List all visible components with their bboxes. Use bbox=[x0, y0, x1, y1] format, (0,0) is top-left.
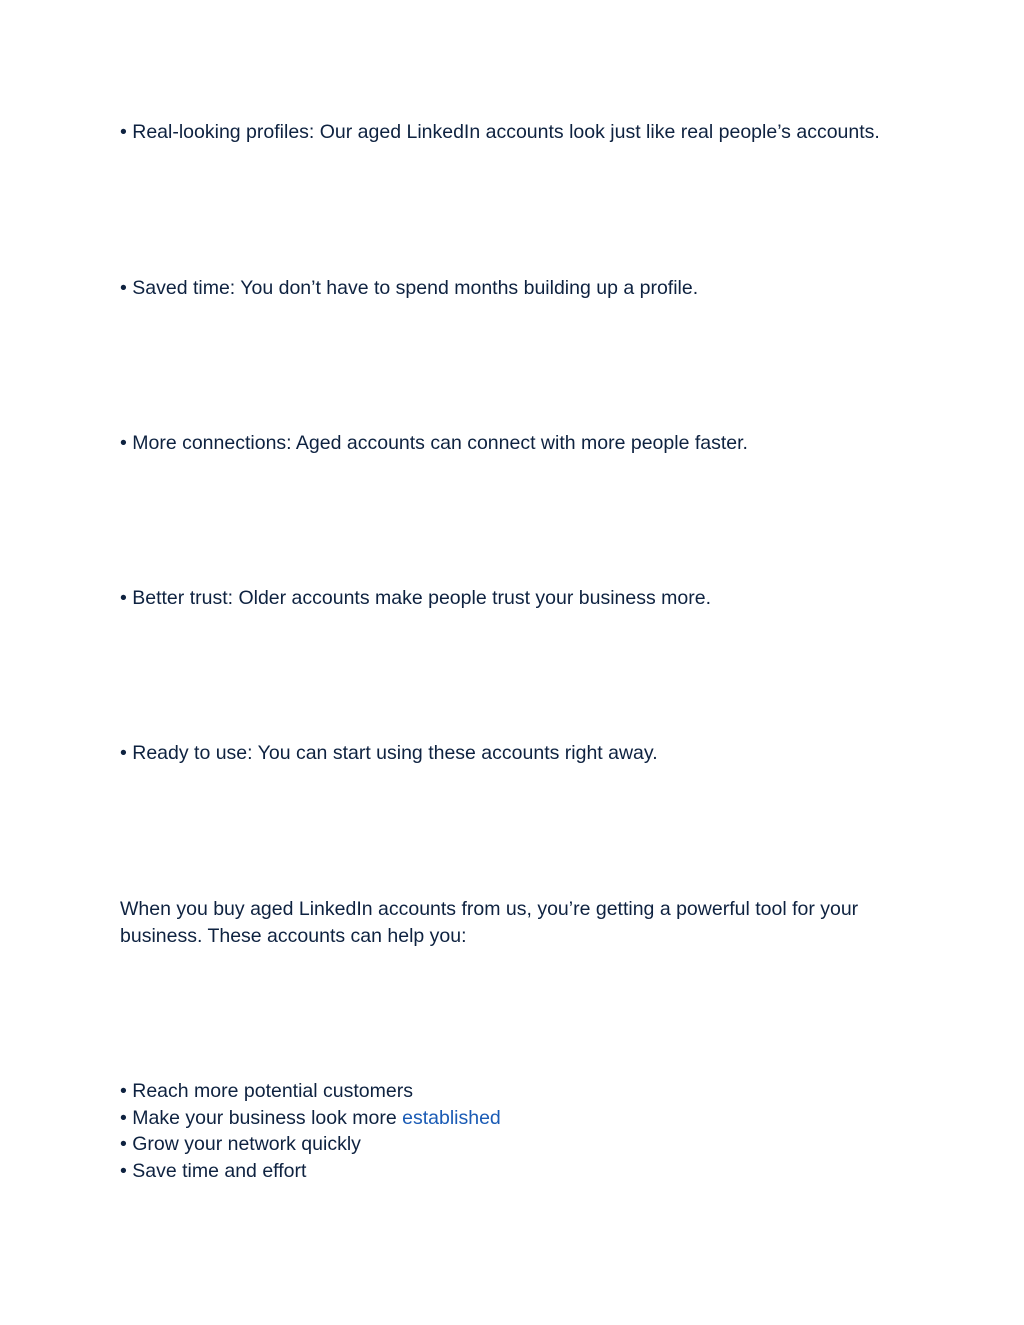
list-item: • Reach more potential customers bbox=[120, 1080, 413, 1102]
list-item: • Save time and effort bbox=[120, 1159, 307, 1182]
benefit-better-trust: • Better trust: Older accounts make people trust your business more. bbox=[120, 587, 712, 609]
list-item-text: • Make your business look more bbox=[120, 1106, 403, 1129]
benefit-real-looking-profiles: • Real-looking profiles: Our aged LinkedIn accounts look just like real people’s accounts. bbox=[120, 121, 880, 143]
help-list bbox=[120, 1078, 501, 1184]
list-item: • Grow your network quickly bbox=[120, 1133, 361, 1155]
benefit-saved-time: • Saved time: You don’t have to spend months building up a profile. bbox=[120, 277, 699, 299]
benefit-ready-to-use: • Ready to use: You can start using these accounts right away. bbox=[120, 742, 658, 764]
benefit-more-connections: • More connections: Aged accounts can connect with more people faster. bbox=[120, 432, 748, 454]
intro-paragraph: When you buy aged LinkedIn accounts from us, you’re getting a powerful tool for your business. These accounts can help you: bbox=[120, 898, 859, 947]
established-link[interactable]: established bbox=[402, 1106, 501, 1129]
list-item bbox=[120, 1105, 501, 1132]
